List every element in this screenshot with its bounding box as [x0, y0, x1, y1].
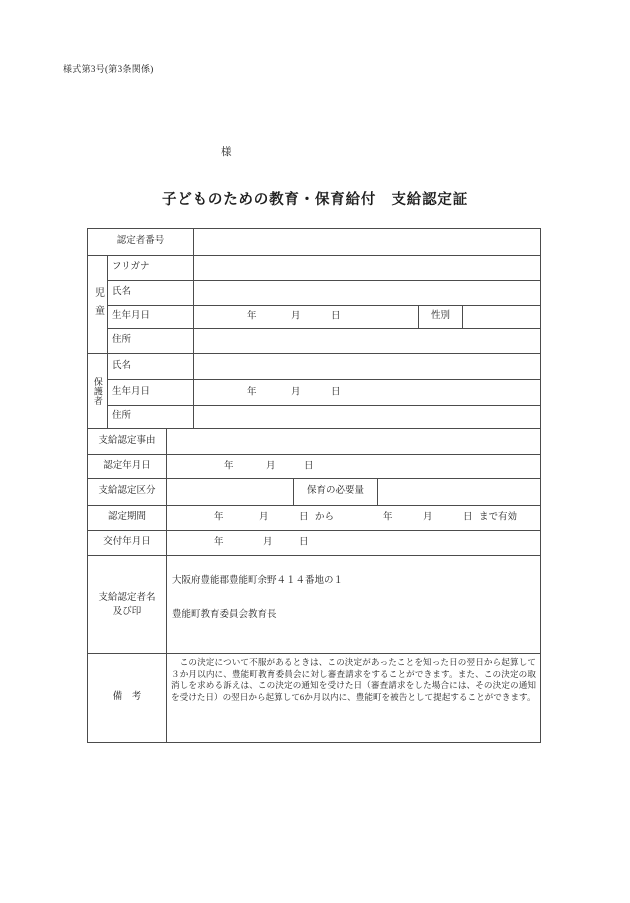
period-from-text: から: [315, 512, 335, 523]
certified-number-label: 認定者番号: [88, 229, 194, 256]
certified-number-value-cell: [194, 229, 541, 256]
certifier-label: [88, 556, 167, 654]
care-need-value-cell: [378, 479, 541, 506]
guardian-birthdate-value-cell: [194, 380, 541, 406]
child-birth-month-unit: 月: [291, 311, 301, 322]
cert-date-year-unit: 年: [224, 460, 234, 471]
period-end-day-unit: 日: [463, 512, 473, 523]
reason-value-cell: [167, 429, 541, 455]
page-title: 子どものための教育・保育給付 支給認定証: [162, 192, 468, 208]
cert-date-day-unit: 日: [304, 460, 314, 471]
certifier-label-line1: 支給認定者名: [98, 592, 156, 603]
issue-date-year-unit: 年: [214, 537, 224, 548]
child-name-value-cell: [194, 281, 541, 306]
guardian-birth-month-unit: 月: [291, 386, 301, 397]
remarks-text: この決定について不服があるときは、この決定があったことを知った日の翌日から起算して３か月以内に、豊能町教育委員会に対し審査請求をすることができます。また、この決定の取消しを求める訴えは、この決定の通知を受けた日（審査請求をした場合には、その決定の通知を受けた日）の翌日から起算して6か月以内に、豊能町を被告として提起することができます。: [171, 657, 536, 702]
issue-date-month-unit: 月: [263, 537, 273, 548]
guardian-address-value-cell: [194, 406, 541, 429]
child-furigana-label: フリガナ: [108, 256, 194, 281]
cert-date-month-unit: 月: [266, 460, 276, 471]
period-end-month-unit: 月: [423, 512, 433, 523]
guardian-name-value-cell: [194, 354, 541, 380]
issue-date-label: 交付年月日: [88, 531, 167, 556]
certifier-value-cell: [167, 556, 541, 654]
certifier-label-line2: 及び印: [112, 606, 142, 617]
certificate-table: [87, 228, 541, 743]
guardian-address-label: 住所: [108, 406, 194, 429]
period-end-year-unit: 年: [383, 512, 393, 523]
remarks-value-cell: [167, 654, 541, 743]
category-label: 支給認定区分: [88, 479, 167, 506]
guardian-birth-year-unit: 年: [247, 386, 257, 397]
child-birth-day-unit: 日: [331, 311, 341, 322]
certification-date-label: 認定年月日: [88, 455, 167, 479]
child-section-label: 児童: [88, 256, 108, 354]
guardian-birthdate-label: 生年月日: [108, 380, 194, 406]
category-value-cell: [167, 479, 294, 506]
child-gender-value-cell: [463, 306, 541, 329]
period-start-month-unit: 月: [259, 512, 269, 523]
guardian-name-label: 氏名: [108, 354, 194, 380]
guardian-section-label: 保護者: [88, 354, 108, 429]
guardian-birth-day-unit: 日: [331, 386, 341, 397]
child-gender-label: 性別: [419, 306, 463, 329]
period-start-year-unit: 年: [214, 512, 224, 523]
issue-date-day-unit: 日: [299, 537, 309, 548]
remarks-label: 備 考: [88, 654, 167, 743]
period-until-text: まで有効: [479, 512, 518, 523]
period-label: 認定期間: [88, 506, 167, 531]
period-value-cell: [167, 506, 541, 531]
child-birthdate-value-cell: [194, 306, 419, 329]
certification-date-value-cell: [167, 455, 541, 479]
care-need-label: 保育の必要量: [294, 479, 378, 506]
child-name-label: 氏名: [108, 281, 194, 306]
period-start-day-unit: 日: [299, 512, 309, 523]
addressee-honorific: 様: [221, 147, 232, 158]
certifier-address: 大阪府豊能郡豊能町余野４１４番地の１: [172, 576, 344, 586]
child-furigana-value-cell: [194, 256, 541, 281]
child-birthdate-label: 生年月日: [108, 306, 194, 329]
child-address-label: 住所: [108, 329, 194, 354]
child-address-value-cell: [194, 329, 541, 354]
certifier-name: 豊能町教育委員会教育長: [172, 610, 277, 620]
child-birth-year-unit: 年: [247, 311, 257, 322]
issue-date-value-cell: [167, 531, 541, 556]
reason-label: 支給認定事由: [88, 429, 167, 455]
form-number: 様式第3号(第3条関係): [63, 64, 154, 74]
